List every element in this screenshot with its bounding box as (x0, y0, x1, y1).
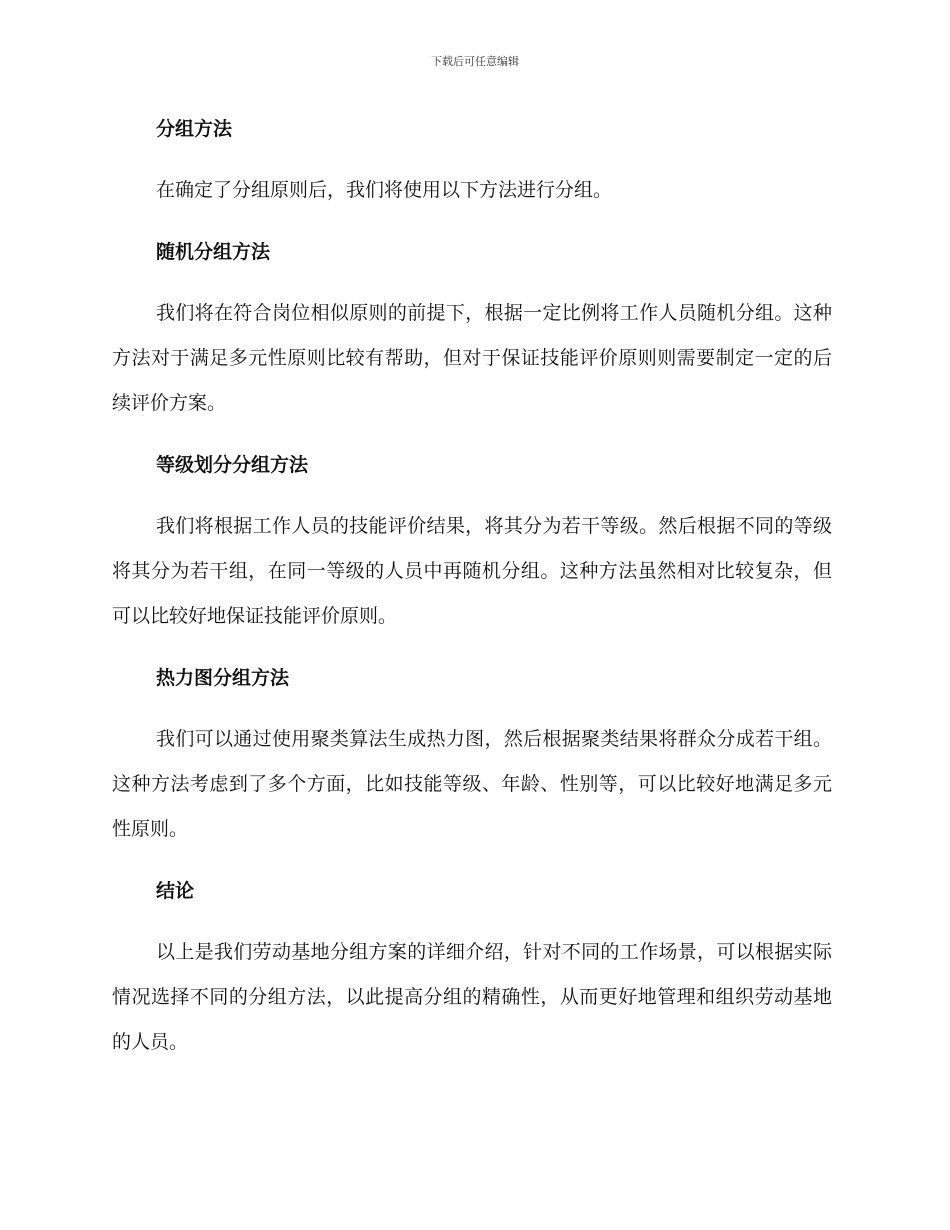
page-header: 下载后可任意编辑 (431, 55, 519, 68)
section-heading-level-grouping: 等级划分分组方法 (156, 454, 309, 476)
section-heading-random-grouping: 随机分组方法 (156, 241, 271, 263)
section-paragraph-heatmap-grouping: 我们可以通过使用聚类算法生成热力图，然后根据聚类结果将群众分成若干组。这种方法考虑到了多个方面，比如技能等级、年龄、性别等，可以比较好地满足多元性原则。 (112, 728, 832, 840)
section-paragraph-level-grouping: 我们将根据工作人员的技能评价结果，将其分为若干等级。然后根据不同的等级将其分为若干组，在同一等级的人员中再随机分组。这种方法虽然相对比较复杂，但可以比较好地保证技能评价原则。 (112, 515, 832, 627)
section-heading-heatmap-grouping: 热力图分组方法 (156, 667, 290, 689)
section-heading-conclusion: 结论 (156, 880, 195, 902)
section-paragraph-grouping-methods: 在确定了分组原则后，我们将使用以下方法进行分组。 (156, 179, 613, 201)
section-paragraph-conclusion: 以上是我们劳动基地分组方案的详细介绍，针对不同的工作场景，可以根据实际情况选择不同的分组方法，以此提高分组的精确性，从而更好地管理和组织劳动基地的人员。 (112, 941, 832, 1053)
section-heading-grouping-methods: 分组方法 (156, 118, 233, 140)
section-paragraph-random-grouping: 我们将在符合岗位相似原则的前提下，根据一定比例将工作人员随机分组。这种方法对于满足多元性原则比较有帮助，但对于保证技能评价原则则需要制定一定的后续评价方案。 (112, 302, 832, 414)
document-body (112, 112, 832, 1065)
